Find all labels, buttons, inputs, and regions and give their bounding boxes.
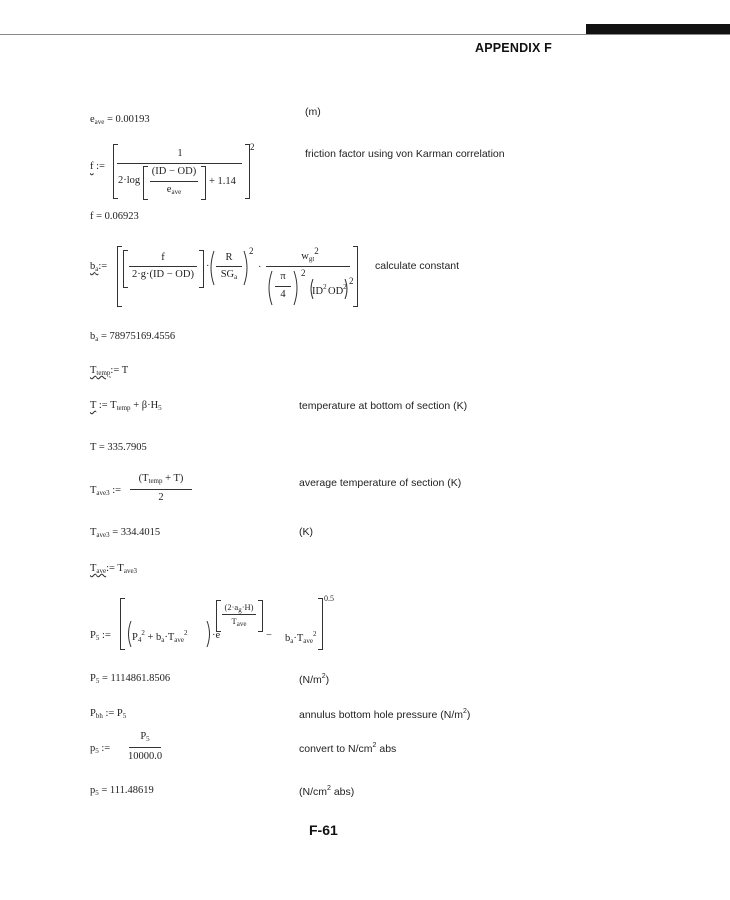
tave3-numerator: $(T_{temp} + T)$	[138, 473, 184, 485]
friction-left-bracket	[113, 144, 118, 199]
p5small-result: $p_5 = 111.48619$	[90, 785, 154, 797]
ba-lhs: $b_a:=$	[90, 261, 108, 273]
p5small-numerator: $P_5$	[140, 731, 150, 743]
tave3-lhs: $T_{ave3}$ :=	[90, 485, 122, 497]
ba-dot2: ·	[258, 262, 262, 273]
ba-r-numerator: R	[225, 252, 233, 263]
t-comment: temperature at bottom of section (K)	[299, 400, 468, 412]
pbh-comment: annulus bottom hole pressure $(N/m^2)$	[299, 708, 471, 721]
friction-main-bar	[117, 163, 242, 164]
page-number: F-61	[309, 822, 338, 838]
friction-plus: + 1.14	[209, 176, 236, 187]
appendix-title: APPENDIX F	[475, 41, 553, 55]
p5small-denominator: 10000.0	[127, 751, 163, 762]
p5-exp-bar	[222, 614, 256, 615]
p5-unit: $(N/m^2)$	[299, 673, 330, 686]
p5small-comment: convert to $N/cm^2$ abs	[299, 742, 397, 755]
t-def: T := $T_{temp} + \beta\cdot H_5$	[90, 400, 162, 412]
p5-result: $P_5 = 1114861.8506$	[90, 673, 171, 685]
eave-unit: (m)	[305, 106, 321, 118]
ba-id-term: $ID^2$	[312, 283, 327, 297]
p5-outer-right-bracket	[318, 598, 323, 650]
pbh-assign: $P_{bh}$ := $P_5$	[90, 708, 127, 720]
tave3-denominator: 2	[158, 492, 164, 503]
ba-w-numerator: $w_{gt}^2$	[301, 246, 319, 263]
t-result: T = 335.7905	[90, 442, 147, 453]
tave3-unit: (K)	[299, 526, 313, 538]
ba-od-term: $OD^2$	[328, 283, 347, 297]
ba-f-denominator: 2·g·(ID − OD)	[132, 269, 194, 280]
ba-pi-power: 2	[301, 268, 306, 278]
p5small-bar	[129, 747, 161, 748]
ba-comment: calculate constant	[375, 260, 460, 272]
f-result: f = 0.06923	[90, 211, 139, 222]
friction-inner-bar	[150, 181, 198, 182]
ba-pi-numerator: π	[280, 271, 286, 282]
ba-f-numerator: f	[161, 252, 165, 263]
p5-outer-power: 0.5	[324, 594, 334, 603]
friction-inner-right-bracket	[201, 166, 206, 200]
p5-minus: −	[266, 630, 272, 641]
ba-outer-left-bracket	[117, 246, 122, 307]
ba-dot1: ·	[206, 261, 210, 272]
p5-exp-denominator: $T_{ave}$	[231, 616, 247, 628]
p5-exp-label: ·e	[212, 630, 221, 641]
ba-pi-denominator: 4	[280, 289, 286, 300]
tave3-bar	[130, 489, 192, 490]
header-rule	[0, 34, 730, 35]
friction-lhs: f :=	[90, 161, 105, 172]
ttemp-assign: $T_{temp}:= T$	[90, 365, 129, 377]
friction-comment: friction factor using von Karman correlation	[305, 148, 505, 160]
friction-numerator: 1	[177, 148, 183, 159]
ba-r-power: 2	[249, 246, 254, 256]
eave-result: $e_{ave} = 0.00193$	[90, 114, 150, 126]
p5-inner-term: $P_4^2 + b_a\cdot T_{ave}^2$	[132, 629, 188, 644]
p5-exp-numerator: $(2\cdot a_g\cdot H)$	[224, 602, 254, 614]
ba-r-parens	[208, 250, 250, 286]
p5-lhs: $P_5$ :=	[90, 630, 111, 642]
tave-assign: $T_{ave}:= T_{ave3}$	[90, 563, 138, 575]
p5-outer-left-bracket	[120, 598, 125, 650]
p5small-unit: ($N/cm^2$ abs)	[299, 785, 355, 798]
ba-pi-bar	[275, 286, 291, 287]
ba-id-power: 2	[349, 276, 354, 286]
tave3-result: $T_{ave3} = 334.4015$	[90, 527, 161, 539]
ba-r-denominator: $SG_a$	[220, 269, 238, 281]
tave3-comment: average temperature of section (K)	[299, 477, 462, 489]
ba-result: $b_a = 78975169.4556$	[90, 331, 176, 343]
ba-f-bar	[129, 266, 197, 267]
ba-w-bar	[266, 266, 350, 267]
friction-inner-denominator: $e_{ave}$	[166, 184, 182, 196]
friction-inner-numerator: (ID − OD)	[151, 166, 197, 177]
friction-power: 2	[250, 142, 255, 152]
friction-log: 2·log	[118, 175, 141, 186]
ba-outer-right-bracket	[353, 246, 358, 307]
p5small-lhs: $p_5$ :=	[90, 743, 111, 755]
p5-tail-term: $b_a\cdot T_{ave}^2$	[285, 630, 317, 645]
